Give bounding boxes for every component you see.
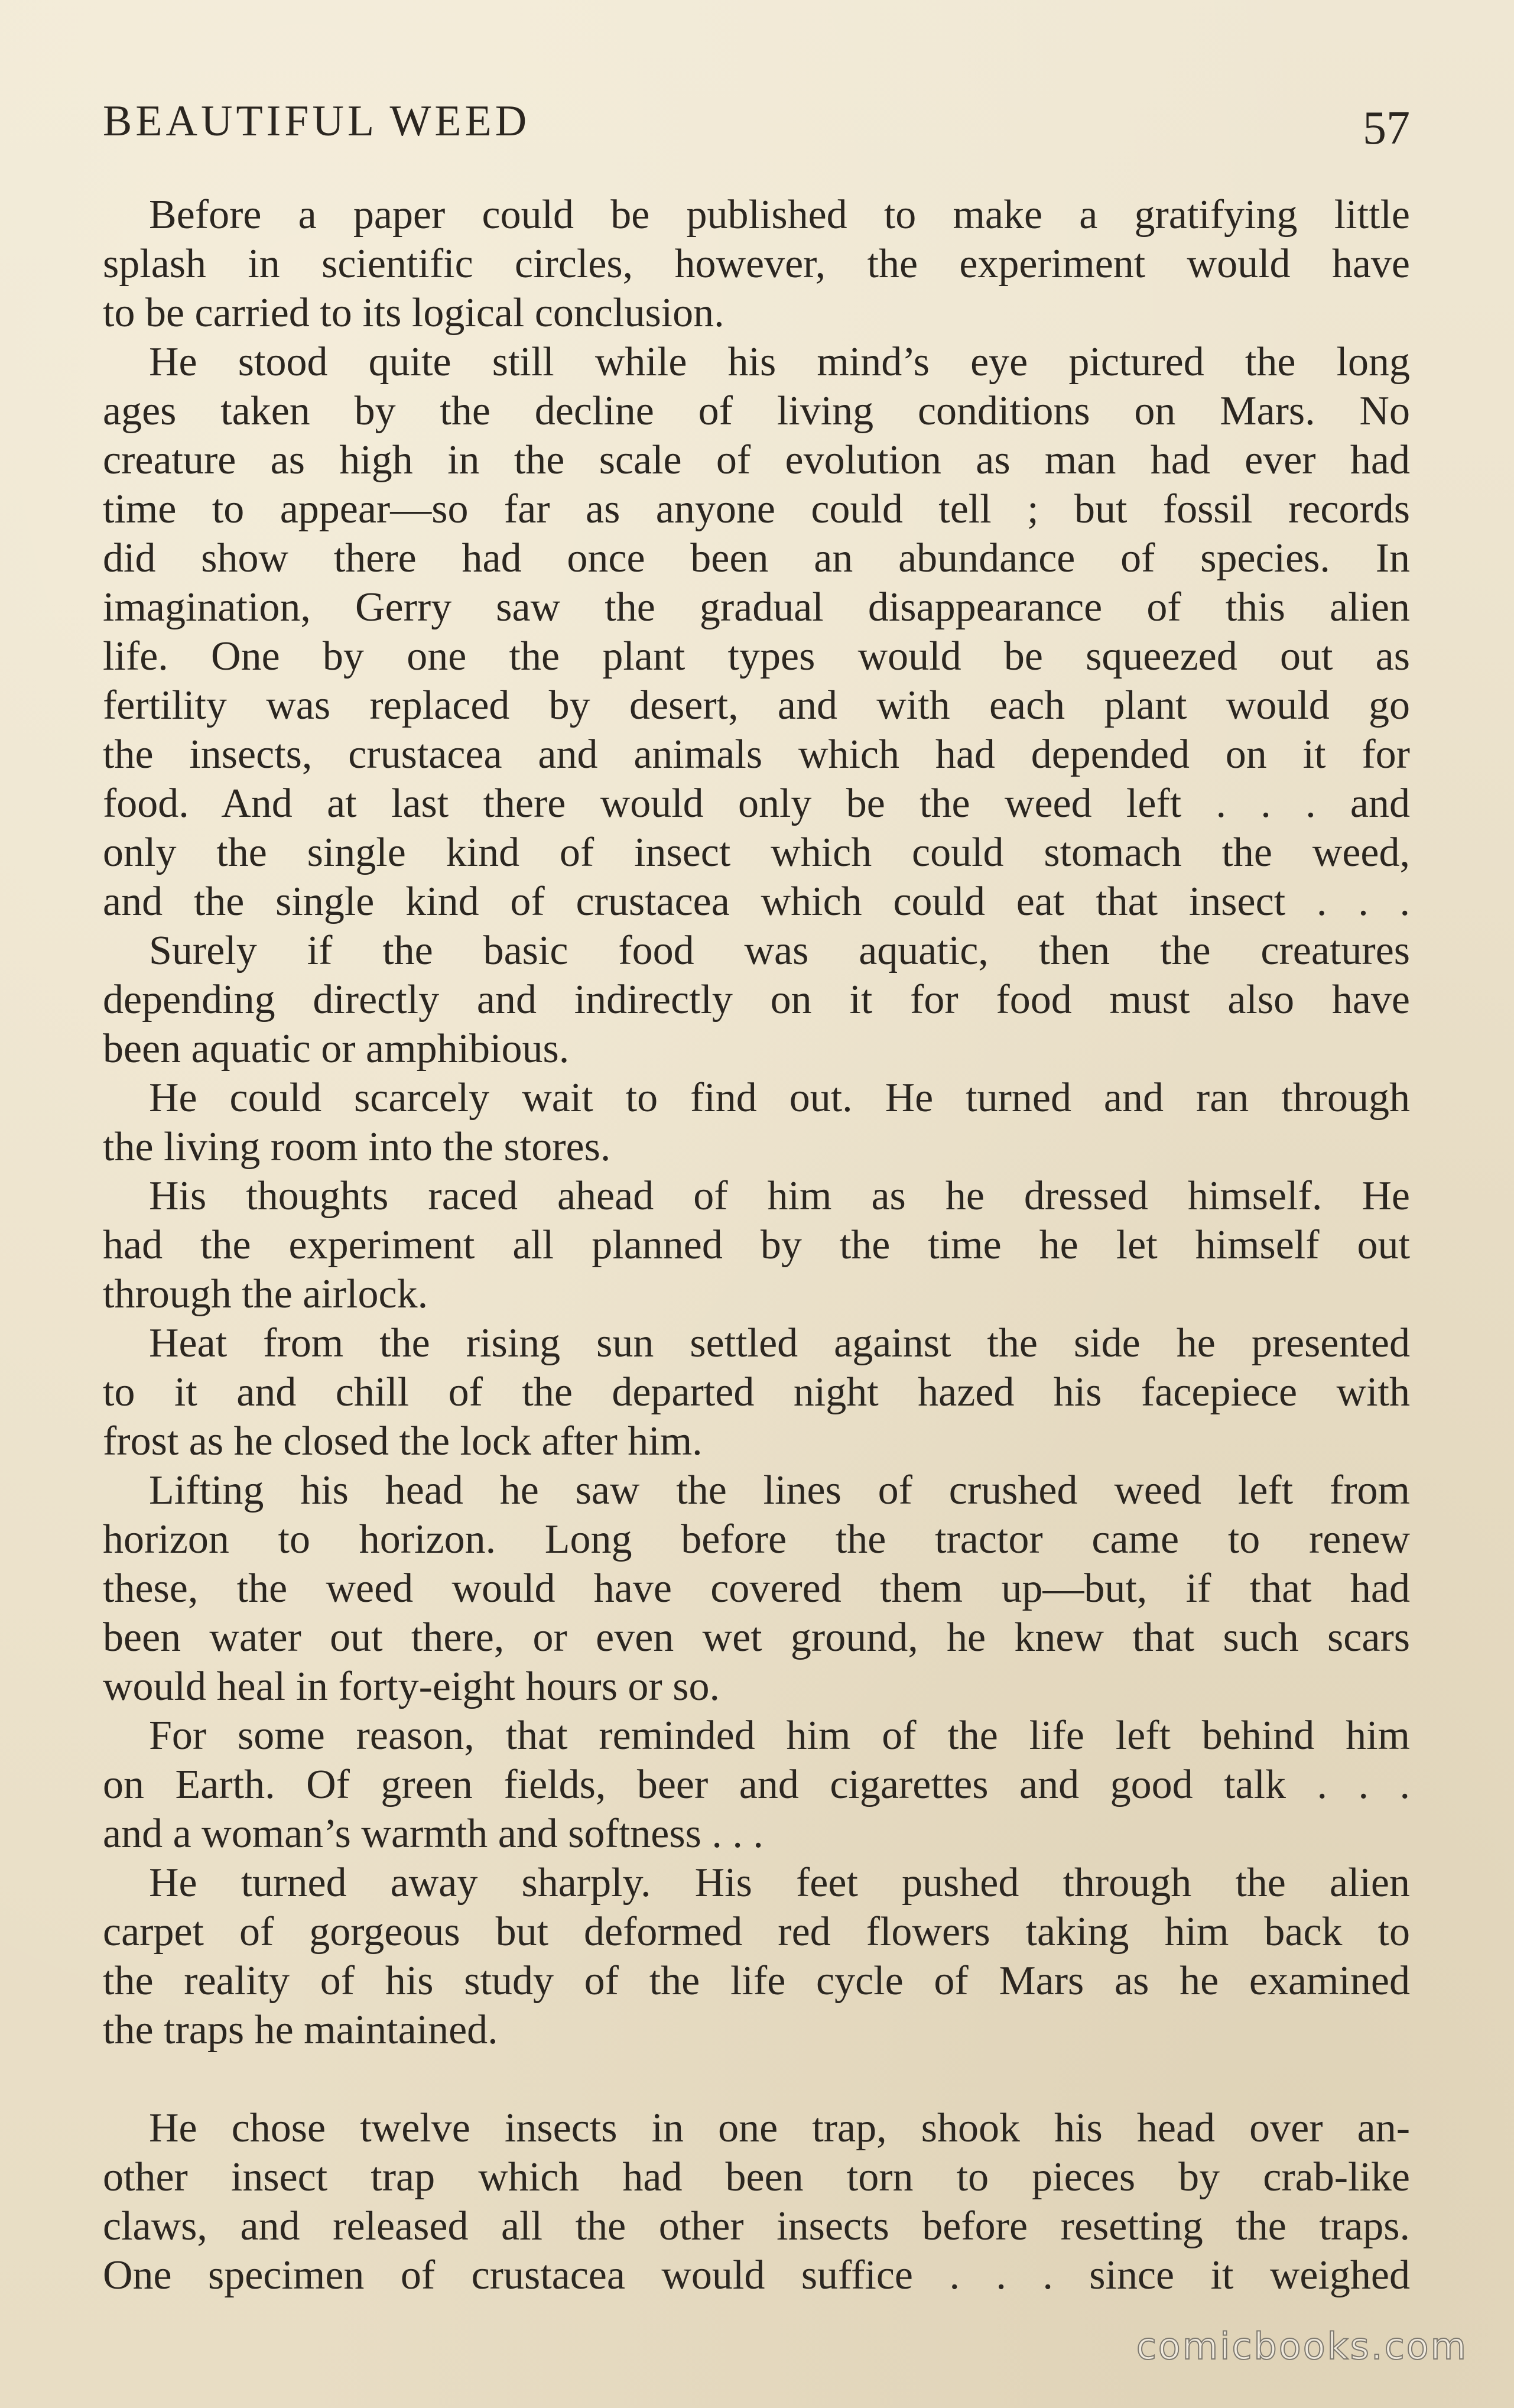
- text-line: depending directly and indirectly on it for food must also have: [103, 977, 1410, 1023]
- text-line: horizon to horizon. Long before the tractor came to renew: [103, 1517, 1410, 1562]
- text-line: ages taken by the decline of living conditions on Mars. No: [103, 388, 1410, 434]
- text-line: He chose twelve insects in one trap, shook his head over an-: [149, 2105, 1410, 2151]
- text-line: He stood quite still while his mind’s eye pictured the long: [149, 339, 1410, 385]
- body-text: [103, 190, 1410, 2300]
- text-line: through the airlock.: [103, 1271, 428, 1317]
- paragraph: [103, 190, 1410, 337]
- running-title: BEAUTIFUL WEED: [103, 97, 531, 145]
- text-line: been aquatic or amphibious.: [103, 1026, 570, 1072]
- text-line: did show there had once been an abundance of species. In: [103, 536, 1410, 581]
- paragraph: [103, 1073, 1410, 1171]
- text-line: the reality of his study of the life cycle of Mars as he examined: [103, 1958, 1410, 2004]
- text-line: He turned away sharply. His feet pushed through the alien: [149, 1860, 1410, 1906]
- running-head: [103, 89, 1410, 154]
- text-line: the insects, crustacea and animals which had depended on it for: [103, 732, 1410, 777]
- text-line: Surely if the basic food was aquatic, then the creatures: [149, 928, 1410, 973]
- text-line: Heat from the rising sun settled against the side he presented: [149, 1320, 1410, 1366]
- page-number: 57: [1363, 102, 1410, 154]
- text-line: life. One by one the plant types would be squeezed out as: [103, 634, 1410, 679]
- paragraph: [103, 337, 1410, 926]
- text-line: splash in scientific circles, however, the experiment would have: [103, 241, 1410, 287]
- text-line: His thoughts raced ahead of him as he dressed himself. He: [149, 1173, 1410, 1219]
- text-line: only the single kind of insect which could stomach the weed,: [103, 830, 1410, 875]
- text-line: creature as high in the scale of evolution as man had ever had: [103, 437, 1410, 483]
- paragraph: [103, 1171, 1410, 1319]
- text-line: food. And at last there would only be the weed left . . . and: [103, 781, 1410, 826]
- text-line: other insect trap which had been torn to pieces by crab-like: [103, 2154, 1410, 2200]
- text-line: imagination, Gerry saw the gradual disappearance of this alien: [103, 585, 1410, 630]
- text-line: He could scarcely wait to find out. He turned and ran through: [149, 1075, 1410, 1121]
- text-line: the living room into the stores.: [103, 1124, 611, 1170]
- text-line: and a woman’s warmth and softness . . .: [103, 1811, 764, 1857]
- text-line: Before a paper could be published to make a gratifying little: [149, 192, 1410, 238]
- text-line: fertility was replaced by desert, and with each plant would go: [103, 683, 1410, 728]
- section-break: [103, 2055, 1410, 2104]
- text-line: would heal in forty-eight hours or so.: [103, 1664, 720, 1709]
- text-line: on Earth. Of green fields, beer and cigarettes and good talk . . .: [103, 1762, 1410, 1807]
- text-line: these, the weed would have covered them up—but, if that had: [103, 1566, 1410, 1611]
- text-line: frost as he closed the lock after him.: [103, 1419, 703, 1464]
- text-line: For some reason, that reminded him of the life left behind him: [149, 1713, 1410, 1758]
- paragraph: [103, 1466, 1410, 1711]
- text-line: had the experiment all planned by the time he let himself out: [103, 1222, 1410, 1268]
- text-line: Lifting his head he saw the lines of crushed weed left from: [149, 1468, 1410, 1513]
- text-line: time to appear—so far as anyone could tell ; but fossil records: [103, 486, 1410, 532]
- text-line: the traps he maintained.: [103, 2007, 498, 2053]
- text-line: to it and chill of the departed night hazed his facepiece with: [103, 1369, 1410, 1415]
- text-line: and the single kind of crustacea which could eat that insect . . .: [103, 879, 1410, 924]
- text-line: One specimen of crustacea would suffice . . . since it weighed: [103, 2253, 1410, 2298]
- text-line: been water out there, or even wet ground, he knew that such scars: [103, 1615, 1410, 1660]
- paragraph: [103, 2104, 1410, 2300]
- paragraph: [103, 926, 1410, 1073]
- text-line: carpet of gorgeous but deformed red flowers taking him back to: [103, 1909, 1410, 1955]
- text-line: to be carried to its logical conclusion.: [103, 290, 724, 336]
- text-line: claws, and released all the other insects before resetting the traps.: [103, 2203, 1410, 2249]
- paragraph: [103, 1711, 1410, 1858]
- paragraph: [103, 1319, 1410, 1466]
- paragraph: [103, 1858, 1410, 2055]
- watermark: comicbooks.com: [1136, 2325, 1468, 2368]
